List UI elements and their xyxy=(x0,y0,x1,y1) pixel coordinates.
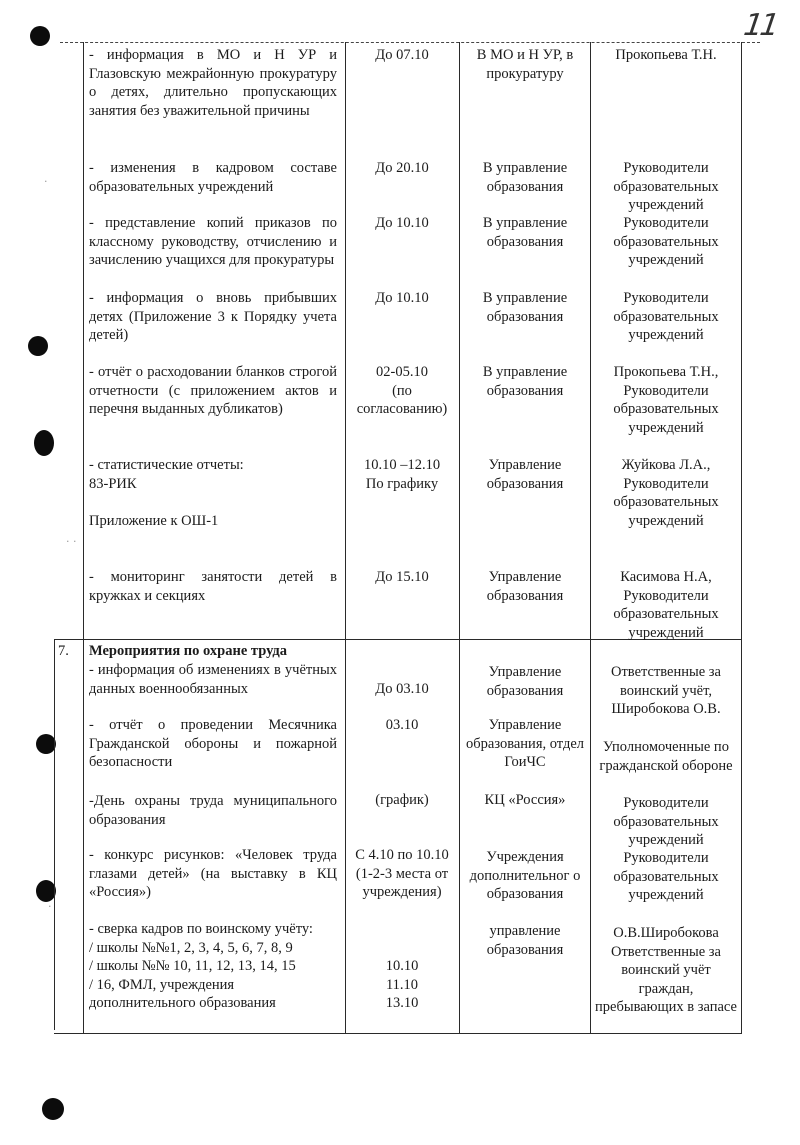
row-6-responsible xyxy=(594,456,738,530)
row-2-recipient: В управление образования xyxy=(482,160,568,195)
row-6-responsible-line: Жуйкова Л.А., xyxy=(621,457,711,473)
column-divider-3 xyxy=(459,42,460,1034)
column-divider-1 xyxy=(83,42,84,1034)
section-7-item-5-description-line: / школы №№1, 2, 3, 4, 5, 6, 7, 8, 9 xyxy=(89,939,293,956)
section-7-item-5-deadline-line xyxy=(348,939,456,958)
section-7-item-3-description: -День охраны труда муниципального образования xyxy=(89,793,337,828)
row-5-responsible-line: Руководители образовательных учреждений xyxy=(613,382,719,436)
section-7-item-3-responsible: Руководители образовательных учреждений xyxy=(613,795,719,848)
section-7-item-5-recipient: управление образования xyxy=(486,923,564,958)
row-7-responsible-line: Руководители образовательных учреждений xyxy=(613,587,719,641)
row-6-description-line: - статистические отчеты: xyxy=(89,457,244,473)
row-5-description: - отчёт о расходовании бланков строгой отчетности (с приложением актов и перечня выданных дубликатов) xyxy=(89,364,337,417)
row-5-recipient: В управление образования xyxy=(482,364,568,399)
row-5-deadline-line: 02-05.10 xyxy=(376,364,428,380)
row-1-description: - информация в МО и Н УР и Глазовскую межрайонную прокуратуру о детях, длительно пропускающих занятия без уважительной причины xyxy=(89,47,337,119)
section-7-item-5-deadline-line: 13.10 xyxy=(385,995,419,1011)
row-1-responsible: Прокопьева Т.Н. xyxy=(615,47,717,63)
row-6-description-line: 83-РИК xyxy=(89,475,137,492)
row-6-description xyxy=(89,456,337,530)
table-border-right xyxy=(741,42,742,1034)
punch-hole xyxy=(36,880,56,902)
section-7-item-4-deadline-line: С 4.10 по 10.10 xyxy=(355,847,449,863)
table-bottom-border xyxy=(54,1033,742,1034)
row-6-recipient: Управление образования xyxy=(486,457,564,492)
section-7-item-2-responsible: Уполномоченные по гражданской обороне xyxy=(599,739,733,774)
section-7-item-5-deadline-line xyxy=(348,920,456,939)
column-divider-4 xyxy=(590,42,591,1034)
section-7-item-1-recipient: Управление образования xyxy=(486,664,564,699)
section-7-item-2-recipient: Управление образования, отдел ГоиЧС xyxy=(466,717,584,770)
column-divider-2 xyxy=(345,42,346,1034)
row-3-responsible: Руководители образовательных учреждений xyxy=(613,215,719,268)
row-4-responsible: Руководители образовательных учреждений xyxy=(613,290,719,343)
top-dashed-edge xyxy=(60,42,760,43)
scan-speck: · xyxy=(44,175,48,188)
section-7-item-5-description-line: - сверка кадров по воинскому учёту: xyxy=(89,921,313,937)
row-3-deadline: До 10.10 xyxy=(375,215,429,231)
row-3-description: - представление копий приказов по классному руководству, отчислению и зачислению учащихся для прокуратуры xyxy=(89,215,337,268)
row-7-deadline: До 15.10 xyxy=(375,569,429,585)
section-7-item-4-deadline-line: (1-2-3 места от учреждения) xyxy=(355,865,449,900)
row-2-deadline: До 20.10 xyxy=(375,160,429,176)
section-7-item-4-responsible: Руководители образовательных учреждений xyxy=(613,850,719,903)
section-7-item-5-description-line: / школы №№ 10, 11, 12, 13, 14, 15 xyxy=(89,958,296,974)
section-7-item-5-responsible xyxy=(594,924,738,1017)
page-number: 11 xyxy=(741,8,779,43)
punch-hole xyxy=(28,336,48,356)
punch-hole xyxy=(36,734,56,754)
row-1-recipient: В МО и Н УР, в прокуратуру xyxy=(476,47,574,82)
row-4-deadline: До 10.10 xyxy=(375,290,429,306)
section-7-item-1-responsible xyxy=(594,663,738,719)
section-7-item-5-description-line: / 16, ФМЛ, учреждения дополнительного образования xyxy=(89,976,276,1011)
section-7-item-5-description xyxy=(89,920,339,1013)
row-6-deadline xyxy=(348,456,456,493)
row-5-deadline-line: (по согласованию) xyxy=(356,382,448,417)
section-7-item-2-deadline: 03.10 xyxy=(385,717,419,733)
section-7-item-4-description: - конкурс рисунков: «Человек труда глазами детей» (на выставку в КЦ «Россия») xyxy=(89,847,337,900)
section-7-item-5-deadline-line: 11.10 xyxy=(385,976,419,993)
row-6-deadline-line: По графику xyxy=(365,475,439,492)
section-7-item-5-responsible-line: Ответственные за воинский учёт граждан, пребывающих в запасе xyxy=(595,943,737,1015)
row-1-deadline: До 07.10 xyxy=(375,47,429,63)
row-4-recipient: В управление образования xyxy=(482,290,568,325)
row-4-description: - информация о вновь прибывших детях (Приложение 3 к Порядку учета детей) xyxy=(89,290,337,343)
section-7-item-5-responsible-line: О.В.Широбокова xyxy=(613,925,719,941)
punch-hole xyxy=(42,1098,64,1120)
section-7-item-1-description: - информация об изменениях в учётных данных военнообязанных xyxy=(89,662,337,697)
row-3-recipient: В управление образования xyxy=(482,215,568,250)
section-7-item-2-description: - отчёт о проведении Месячника Гражданской обороны и пожарной безопасности xyxy=(89,717,337,770)
row-7-recipient: Управление образования xyxy=(486,569,564,604)
section-7-item-1-deadline: До 03.10 xyxy=(375,681,429,697)
row-5-responsible-line: Прокопьева Т.Н., xyxy=(613,364,719,380)
section-7-number: 7. xyxy=(58,643,69,659)
row-6-description-line xyxy=(89,493,337,512)
row-5-responsible xyxy=(594,363,738,437)
table-border-left xyxy=(54,640,55,1030)
row-2-responsible: Руководители образовательных учреждений xyxy=(613,160,719,213)
row-6-responsible-line: Руководители образовательных учреждений xyxy=(613,475,719,529)
section-7-item-4-deadline xyxy=(348,846,456,902)
section-7-item-5-deadline xyxy=(348,920,456,1013)
row-2-description: - изменения в кадровом составе образовательных учреждений xyxy=(89,160,337,195)
scan-speck: · xyxy=(48,900,52,913)
section-7-item-1-responsible-line: Широбокова О.В. xyxy=(611,701,721,717)
section-7-item-1-responsible-line: Ответственные за воинский учёт, xyxy=(611,664,721,699)
section-7-title: Мероприятия по охране труда xyxy=(89,643,288,659)
scan-speck: · · xyxy=(66,535,77,548)
row-7-responsible xyxy=(594,568,738,642)
punch-hole xyxy=(30,26,50,46)
section-7-item-3-deadline: (график) xyxy=(375,792,429,808)
punch-hole xyxy=(34,430,54,456)
section-7-item-5-deadline-line: 10.10 xyxy=(385,958,419,974)
row-5-deadline xyxy=(348,363,456,419)
section-7-item-3-recipient: КЦ «Россия» xyxy=(484,792,566,808)
row-7-description: - мониторинг занятости детей в кружках и секциях xyxy=(89,569,337,604)
row-7-responsible-line: Касимова Н.А, xyxy=(620,569,712,585)
row-6-description-line: Приложение к ОШ-1 xyxy=(89,512,219,529)
section-7-item-4-recipient: Учреждения дополнительног о образования xyxy=(469,849,581,902)
row-6-deadline-line: 10.10 –12.10 xyxy=(363,457,441,473)
